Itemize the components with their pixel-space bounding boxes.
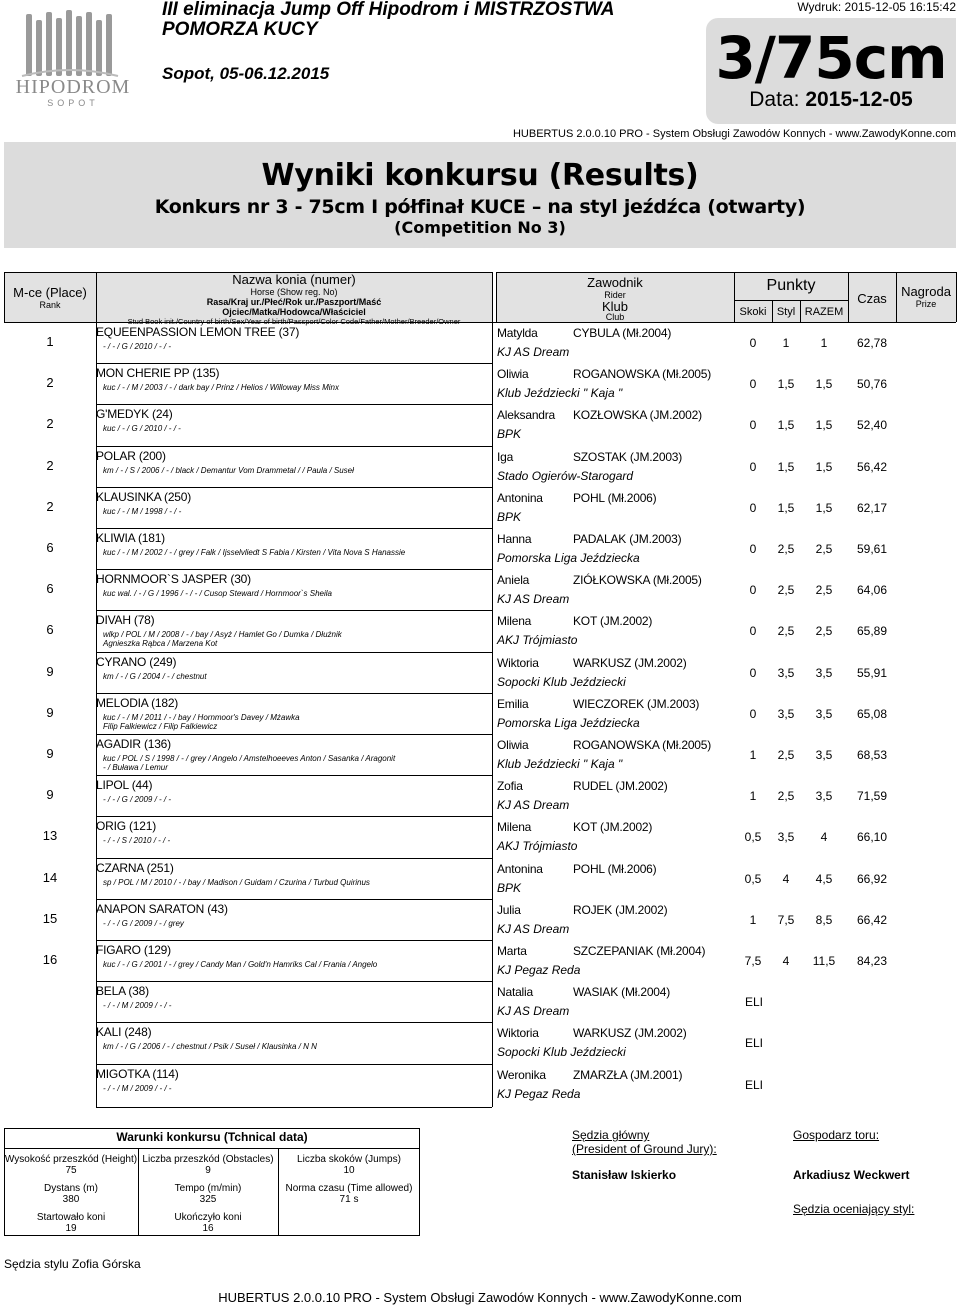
rider-first-name: Marta (497, 944, 527, 958)
row-divider (96, 363, 492, 364)
club-name: KJ AS Dream (497, 921, 570, 936)
rider-last-name: ZIÓŁKOWSKA (Mł.2005) (573, 573, 702, 588)
club-name: AKJ Trójmiasto (497, 633, 578, 648)
style-cell: 1 (782, 336, 790, 350)
horse-details: kuc / - / G / 2001 / - / grey / Candy Man / Gold'n Hamriks Cal / Frania / Angelo (103, 960, 378, 969)
horse-name: LIPOL (44) (96, 778, 153, 793)
horse-name: MELODIA (182) (96, 695, 179, 710)
rider-last-name: RUDEL (JM.2002) (573, 779, 668, 794)
style-cell: 2,5 (777, 748, 795, 762)
chief-judge-label-pl: Sędzia główny (572, 1128, 650, 1142)
grid-line (896, 272, 897, 322)
row-divider (96, 1064, 492, 1065)
hipodrom-sopot-logo (8, 6, 138, 106)
print-timestamp: Wydruk: 2015-12-05 16:15:42 (797, 0, 956, 14)
course-designer-label-text: Gospodarz toru: (793, 1128, 880, 1142)
finished-label: Ukończyło koni (174, 1212, 242, 1223)
rider-first-name: Wiktoria (497, 1026, 539, 1041)
club-name: Pomorska Liga Jeździecka (497, 715, 640, 730)
row-divider (96, 899, 492, 900)
chief-judge-label-en (572, 1142, 717, 1156)
horse-details: km / - / S / 2006 / - / black / Demantur Vom Drammetal / / Paula / Suseł (103, 465, 354, 475)
total-cell: 1,5 (815, 500, 833, 515)
finished-value: 16 (202, 1223, 214, 1234)
col-horse-label-en: Horse (Show reg. No) (250, 287, 338, 297)
time-cell: 65,08 (856, 706, 888, 721)
style-cell: 7,5 (777, 912, 795, 927)
row-divider (96, 734, 492, 735)
row-divider (96, 569, 492, 570)
club-name: AKJ Trójmiasto (497, 839, 578, 854)
col-horse-line-2: Rasa/Kraj ur./Płeć/Rok ur./Paszport/Maść (206, 297, 382, 307)
time-cell: 52,40 (856, 418, 888, 433)
horse-details: Agnieszka Rąbca / Marzena Kot (103, 639, 218, 649)
rider-first-name: Wiktoria (497, 655, 539, 670)
horse-details: kuc wal. / - / G / 1996 / - / - / Cusop Steward / Hornmoor`s Sheila (103, 589, 332, 599)
col-points-header: Punkty (766, 277, 816, 294)
competition-number: (Competition No 3) (394, 218, 566, 237)
horse-details: wlkp / POL / M / 2008 / - / bay / Asyż / Hamlet Go / Dumka / Dłużnik (103, 630, 342, 640)
jumps-cell: 0 (749, 542, 757, 556)
rider-first-name: Oliwia (497, 738, 529, 752)
rider-last-name: POHL (Mł.2006) (573, 861, 657, 876)
eliminated-mark: ELI (744, 1077, 763, 1092)
row-divider (96, 981, 492, 982)
time-cell: 64,06 (856, 583, 888, 598)
row-divider (96, 652, 492, 653)
col-club-label-en: Club (605, 312, 625, 322)
points-subheader-line (734, 300, 848, 301)
row-divider (96, 610, 492, 611)
rider-first-name: Hanna (497, 532, 532, 546)
club-name: Klub Jeździecki " Kaja " (497, 757, 623, 771)
height-label: Wysokość przeszkód (Height) (4, 1154, 138, 1165)
total-cell: 2,5 (815, 624, 833, 639)
course-designer-label (793, 1128, 879, 1142)
grid-line (492, 272, 493, 1107)
horse-details: kuc / - / M / 1998 / - / - (103, 506, 182, 516)
obstacles-label: Liczba przeszkód (Obstacles) (142, 1154, 274, 1165)
jumps-label: Liczba skoków (Jumps) (297, 1154, 401, 1165)
jumps-cell: 0 (749, 336, 757, 350)
horse-name: KALI (248) (96, 1025, 152, 1040)
event-place-date: Sopot, 05-06.12.2015 (162, 64, 330, 83)
rider-last-name: CYBULA (Mł.2004) (573, 326, 672, 340)
row-divider (96, 858, 492, 859)
competition-name: Konkurs nr 3 - 75cm I półfinał KUCE – na styl jeźdźca (otwarty) (154, 196, 806, 218)
table-top-line (496, 272, 734, 273)
club-name: Stado Ogierów-Starogard (497, 468, 634, 483)
rank-cell: 2 (46, 498, 54, 514)
class-code: 3/75cm (715, 24, 947, 92)
obstacles-value: 9 (205, 1165, 211, 1176)
horse-details: - / - / G / 2010 / - / - (103, 342, 172, 351)
club-name: KJ AS Dream (497, 592, 570, 607)
rider-last-name: PADALAK (JM.2003) (573, 532, 682, 546)
logo-subtext: SOPOT (47, 98, 99, 108)
style-judge-label-text: Sędzia oceniający styl: (793, 1202, 915, 1216)
row-divider (96, 404, 492, 405)
row-divider (96, 487, 492, 488)
col-prize-label: Nagroda (901, 284, 951, 299)
time-cell: 50,76 (856, 377, 888, 392)
rank-cell: 2 (46, 375, 54, 391)
rank-cell: 9 (46, 663, 54, 679)
horse-name: CZARNA (251) (96, 860, 174, 875)
row-divider (96, 816, 492, 817)
club-name: KJ AS Dream (497, 345, 570, 359)
rank-cell: 9 (46, 787, 54, 803)
rank-cell: 6 (46, 540, 54, 555)
time-cell: 59,61 (856, 542, 888, 556)
club-name: KJ AS Dream (497, 1004, 570, 1019)
row-divider (96, 775, 492, 776)
jumps-cell: 0 (749, 377, 757, 392)
height-value: 75 (65, 1165, 77, 1176)
footer-system-line: HUBERTUS 2.0.0.10 PRO - System Obsługi Zawodów Konnych - www.ZawodyKonne.com (218, 1290, 742, 1305)
col-rider-label-en: Rider (604, 290, 626, 300)
time-cell: 62,78 (856, 336, 888, 350)
horse-details: km / - / G / 2004 / - / chestnut (103, 671, 207, 681)
club-name: BPK (497, 427, 522, 442)
club-name: Sopocki Klub Jeździecki (497, 674, 626, 689)
style-judge-label (793, 1202, 914, 1216)
total-cell: 8,5 (815, 912, 833, 927)
style-cell: 3,5 (777, 706, 795, 721)
rider-first-name: Antonina (497, 861, 543, 876)
time-cell: 55,91 (856, 665, 888, 680)
col-prize-label-en: Prize (915, 299, 937, 309)
total-cell: 1,5 (815, 377, 833, 392)
rider-first-name: Antonina (497, 490, 543, 505)
col-jumps-header: Skoki (739, 306, 767, 318)
horse-details: kuc / - / G / 2010 / - / - (103, 424, 181, 434)
time-cell: 71,59 (856, 789, 888, 804)
rider-first-name: Julia (497, 902, 521, 917)
total-cell: 1,5 (815, 418, 833, 433)
horse-details: - / - / G / 2009 / - / grey (103, 918, 184, 928)
rider-first-name: Aniela (497, 573, 530, 588)
horse-details: - / - / G / 2009 / - / - (103, 795, 172, 805)
total-cell: 11,5 (812, 954, 836, 968)
table-top-line (734, 272, 956, 273)
time-cell: 66,92 (856, 871, 888, 886)
col-prize-header (896, 285, 956, 311)
time-allowed-label: Norma czasu (Time allowed) (285, 1183, 413, 1194)
horse-details: kuc / - / M / 2003 / - / dark bay / Prinz / Helios / Willoway Miss Minx (103, 383, 339, 393)
col-rider-header (496, 276, 734, 323)
horse-name: ORIG (121) (96, 819, 157, 834)
col-horse-line-4: Stud Book init./Country of birth/Sex/Year of birth/Passport/Color Code/Father/Mother/Breeder/Owner (127, 317, 461, 326)
technical-data-title: Warunki konkursu (Tchnical data) (116, 1130, 308, 1144)
total-cell: 4 (820, 830, 828, 845)
style-cell: 1,5 (777, 459, 795, 474)
rider-last-name: WARKUSZ (JM.2002) (573, 1026, 687, 1041)
jumps-cell: 1 (749, 748, 757, 762)
rank-cell: 6 (46, 581, 54, 597)
row-divider (96, 528, 492, 529)
time-cell: 62,17 (856, 500, 888, 515)
total-cell: 2,5 (815, 583, 833, 598)
club-name: KJ Pegaz Reda (497, 1086, 581, 1101)
jumps-cell: 0 (749, 665, 757, 680)
jumps-cell: 1 (749, 789, 757, 804)
rider-first-name: Natalia (497, 985, 533, 1000)
club-name: BPK (497, 880, 522, 895)
time-cell: 66,42 (856, 912, 888, 927)
grid-line (734, 272, 735, 322)
eliminated-mark: ELI (744, 995, 763, 1010)
style-cell: 1,5 (777, 418, 795, 433)
horse-details: Filip Falkiewicz / Filip Falkiewicz (103, 721, 218, 731)
distance-value: 380 (62, 1194, 80, 1205)
rank-cell: 6 (46, 622, 54, 638)
grid-line (496, 272, 497, 322)
row-divider (96, 1022, 492, 1023)
row-divider (96, 940, 492, 941)
rider-last-name: POHL (Mł.2006) (573, 490, 657, 505)
col-place-label: M-ce (Place) (13, 285, 87, 300)
horse-name: KLAUSINKA (250) (96, 489, 192, 504)
rider-last-name: KOT (JM.2002) (573, 820, 653, 835)
grid-line (848, 272, 849, 322)
style-cell: 1,5 (777, 500, 795, 515)
club-name: Pomorska Liga Jeździecka (497, 551, 640, 565)
rank-cell: 2 (46, 457, 54, 473)
time-cell: 68,53 (856, 748, 888, 762)
rider-first-name: Emilia (497, 696, 529, 711)
rider-last-name: WIECZOREK (JM.2003) (573, 696, 700, 711)
horse-details: sp / POL / M / 2010 / - / bay / Madison / Guidam / Czurina / Turbud Quirinus (103, 877, 370, 887)
rider-first-name: Aleksandra (497, 408, 556, 423)
horse-details: - / Buława / Lemur (103, 763, 168, 772)
rider-first-name: Matylda (497, 326, 538, 340)
jumps-cell: 0 (749, 624, 757, 639)
competition-date (706, 88, 956, 112)
total-cell: 3,5 (815, 748, 833, 762)
rider-first-name: Milena (497, 820, 532, 835)
rider-last-name: KOT (JM.2002) (573, 614, 653, 629)
time-cell: 66,10 (856, 830, 888, 845)
col-place-label-en: Rank (39, 300, 61, 310)
rank-cell: 2 (46, 416, 54, 432)
horse-details: kuc / POL / S / 1998 / - / grey / Angelo / Amstelhoeeves Anton / Sasanka / Aragonit (103, 754, 396, 763)
rider-last-name: WARKUSZ (JM.2002) (573, 655, 687, 670)
horse-name: EQUEENPASSION LEMON TREE (37) (96, 325, 300, 339)
total-cell: 4,5 (815, 871, 833, 886)
time-cell: 65,89 (856, 624, 888, 639)
style-cell: 2,5 (777, 583, 795, 598)
rider-last-name: WASIAK (Mł.2004) (573, 985, 671, 1000)
total-cell: 3,5 (815, 706, 833, 721)
total-cell: 3,5 (815, 665, 833, 680)
col-place-header (4, 286, 96, 312)
club-name: KJ AS Dream (497, 798, 570, 813)
course-designer-name: Arkadiusz Weckwert (793, 1168, 910, 1182)
col-horse-label: Nazwa konia (numer) (232, 272, 356, 287)
rider-first-name: Weronika (497, 1067, 546, 1082)
jumps-cell: 0,5 (744, 830, 762, 845)
col-time-header: Czas (857, 291, 887, 306)
rider-last-name: ROGANOWSKA (Mł.2005) (573, 367, 712, 382)
starters-label: Startowało koni (36, 1212, 106, 1223)
rank-cell: 9 (46, 746, 54, 761)
col-club-label: Klub (601, 299, 629, 314)
tempo-label: Tempo (m/min) (174, 1183, 242, 1194)
club-name: Klub Jeździecki " Kaja " (497, 386, 623, 401)
horse-details: km / - / G / 2006 / - / chestnut / Psik / Suseł / Klausinka / N N (103, 1042, 317, 1052)
jumps-cell: 0 (749, 706, 757, 721)
rider-last-name: ROJEK (JM.2002) (573, 902, 668, 917)
club-name: BPK (497, 509, 522, 524)
row-divider (96, 446, 492, 447)
horse-details: - / - / M / 2009 / - / - (103, 1083, 172, 1093)
col-rider-label: Zawodnik (587, 275, 643, 290)
table-top-line (4, 272, 492, 273)
row-divider (96, 693, 492, 694)
starters-value: 19 (65, 1223, 77, 1234)
jumps-cell: 0,5 (744, 871, 762, 886)
rank-cell: 14 (42, 869, 58, 885)
club-name: Sopocki Klub Jeździecki (497, 1045, 626, 1060)
rank-cell: 15 (42, 910, 58, 926)
event-title-line-1: III eliminacja Jump Off Hipodrom i MISTRZOSTWA (162, 0, 615, 20)
horse-details: kuc / - / M / 2011 / - / bay / Hornmoor's Davey / Mżawka (103, 712, 300, 722)
style-cell: 3,5 (777, 665, 795, 680)
horse-name: HORNMOOR`S JASPER (30) (96, 572, 251, 587)
style-cell: 4 (782, 871, 790, 886)
horse-name: CYRANO (249) (96, 654, 177, 669)
style-cell: 4 (782, 954, 790, 968)
col-total-header: RAZEM (804, 306, 844, 318)
date-label: Data: (749, 88, 800, 111)
jumps-cell: 0 (749, 418, 757, 433)
date-value: 2015-12-05 (805, 88, 913, 111)
col-horse-line-3: Ojciec/Matka/Hodowca/Właściciel (222, 307, 366, 317)
style-cell: 2,5 (777, 789, 795, 804)
results-title: Wyniki konkursu (Results) (261, 158, 699, 193)
rank-cell: 16 (42, 952, 58, 967)
horse-name: BELA (38) (96, 984, 149, 999)
table-bottom-line (96, 1107, 492, 1108)
eliminated-mark: ELI (744, 1036, 763, 1051)
grid-line (96, 272, 97, 1107)
event-title-line-2: POMORZA KUCY (162, 19, 318, 40)
jumps-cell: 7,5 (744, 954, 762, 968)
rider-first-name: Milena (497, 614, 532, 629)
system-line-top: HUBERTUS 2.0.0.10 PRO - System Obsługi Zawodów Konnych - www.ZawodyKonne.com (512, 128, 956, 140)
style-judge-line: Sędzia stylu Zofia Górska (4, 1257, 141, 1271)
grid-line (4, 272, 5, 322)
horse-name: KLIWIA (181) (96, 531, 165, 545)
divider (4, 1148, 420, 1149)
horse-name: FIGARO (129) (96, 943, 171, 957)
chief-judge-label (572, 1128, 649, 1142)
horse-name: ANAPON SARATON (43) (96, 901, 228, 916)
rider-last-name: ZMARZŁA (JM.2001) (573, 1067, 683, 1082)
rider-last-name: KOZŁOWSKA (JM.2002) (573, 408, 702, 423)
jumps-value: 10 (343, 1165, 355, 1176)
tempo-value: 325 (199, 1194, 217, 1205)
event-title (162, 0, 615, 40)
total-cell: 1 (820, 336, 828, 350)
chief-judge-name: Stanisław Iskierko (572, 1168, 677, 1182)
rider-first-name: Zofia (497, 779, 523, 794)
horse-details: - / - / S / 2010 / - / - (103, 836, 171, 846)
rider-last-name: SZOSTAK (JM.2003) (573, 449, 683, 464)
style-cell: 2,5 (777, 624, 795, 639)
horse-details: kuc / - / M / 2002 / - / grey / Falk / Ijsselvliedt S Fabia / Kirsten / Vita Nova S Hanassie (103, 548, 406, 557)
horse-name: POLAR (200) (96, 448, 166, 463)
rank-cell: 9 (46, 704, 54, 720)
time-allowed-value: 71 s (339, 1194, 359, 1205)
horse-name: MIGOTKA (114) (96, 1066, 179, 1081)
rider-first-name: Oliwia (497, 367, 529, 382)
style-cell: 3,5 (777, 830, 795, 845)
horse-details: - / - / M / 2009 / - / - (103, 1001, 172, 1011)
style-cell: 2,5 (777, 542, 795, 556)
club-name: KJ Pegaz Reda (497, 963, 581, 977)
horse-name: G'MEDYK (24) (96, 407, 173, 422)
distance-label: Dystans (m) (44, 1183, 98, 1194)
horse-name: DIVAH (78) (96, 613, 155, 628)
jumps-cell: 0 (749, 459, 757, 474)
jumps-cell: 1 (749, 912, 757, 927)
total-cell: 3,5 (815, 789, 833, 804)
total-cell: 1,5 (815, 459, 833, 474)
jumps-cell: 0 (749, 500, 757, 515)
logo-text: HIPODROM (15, 76, 131, 98)
time-cell: 84,23 (856, 954, 888, 968)
time-cell: 56,42 (856, 459, 888, 474)
rank-cell: 13 (42, 828, 58, 844)
grid-line (800, 300, 801, 322)
chief-judge-label-en-text: (President of Ground Jury): (572, 1142, 717, 1156)
rider-last-name: SZCZEPANIAK (Mł.2004) (573, 944, 706, 958)
grid-line (772, 300, 773, 322)
col-style-header: Styl (776, 306, 796, 318)
horse-name: MON CHERIE PP (135) (96, 366, 220, 381)
horse-name: AGADIR (136) (96, 737, 171, 751)
style-cell: 1,5 (777, 377, 795, 392)
header-divider (4, 322, 956, 323)
col-horse-header (96, 273, 492, 327)
grid-line (956, 272, 957, 322)
jumps-cell: 0 (749, 583, 757, 598)
rank-cell: 1 (46, 334, 54, 349)
rider-last-name: ROGANOWSKA (Mł.2005) (573, 738, 712, 752)
rider-first-name: Iga (497, 449, 514, 464)
total-cell: 2,5 (815, 542, 833, 556)
